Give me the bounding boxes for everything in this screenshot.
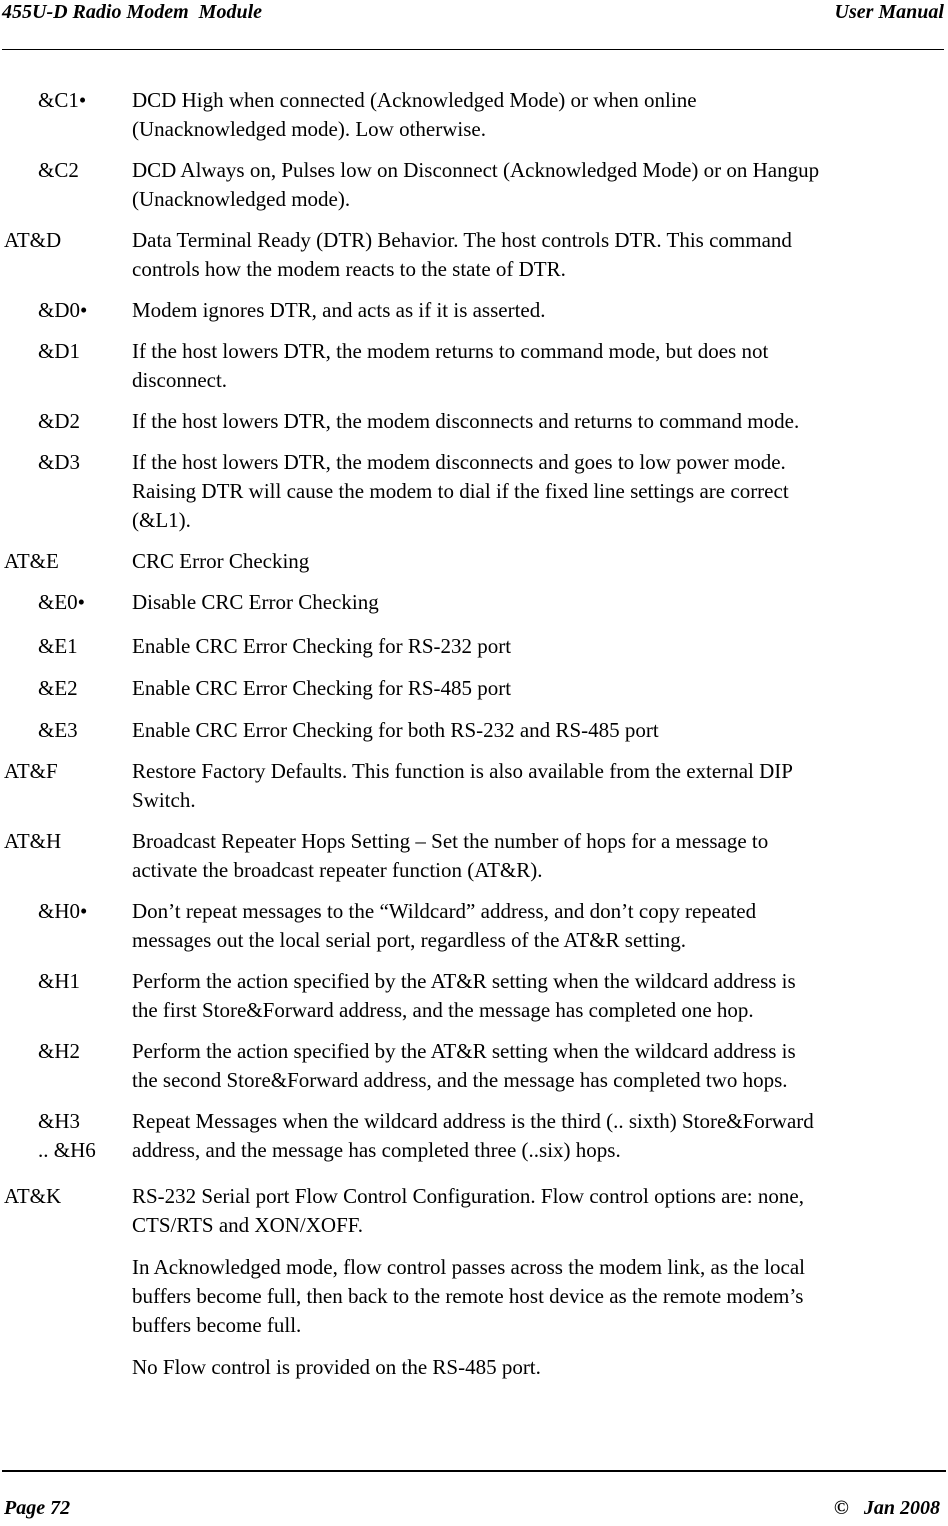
description-line: Disable CRC Error Checking <box>132 590 379 614</box>
description-line: Perform the action specified by the AT&R setting when the wildcard address is <box>132 1039 796 1063</box>
description-paragraph <box>132 1107 948 1165</box>
command-name <box>4 226 61 255</box>
option-code <box>38 716 78 745</box>
description-line: (Unacknowledged mode). <box>132 187 351 211</box>
option-code <box>38 967 80 996</box>
option-code <box>38 897 87 926</box>
command-entry <box>0 547 948 576</box>
description-paragraph <box>132 716 948 745</box>
description-line: Broadcast Repeater Hops Setting – Set the number of hops for a message to <box>132 829 769 853</box>
label-text: &E3 <box>38 718 78 742</box>
description-paragraph <box>132 1037 948 1095</box>
description-line: the first Store&Forward address, and the message has completed one hop. <box>132 998 754 1022</box>
description <box>132 674 948 703</box>
option-code <box>38 588 85 617</box>
description-line: If the host lowers DTR, the modem returns to command mode, but does not <box>132 339 769 363</box>
description-paragraph <box>132 1253 948 1340</box>
label-text: &E2 <box>38 676 78 700</box>
command-name <box>4 757 58 786</box>
description <box>132 1107 948 1165</box>
description-paragraph <box>132 226 948 284</box>
command-entry <box>0 827 948 885</box>
option-code <box>38 337 80 366</box>
description <box>132 296 948 325</box>
description-line: Perform the action specified by the AT&R setting when the wildcard address is <box>132 969 796 993</box>
label-text: AT&K <box>4 1184 62 1208</box>
command-entry <box>0 1182 948 1382</box>
description-line: Repeat Messages when the wildcard address is the third (.. sixth) Store&Forward <box>132 1109 814 1133</box>
description-paragraph <box>132 967 948 1025</box>
description-line: (Unacknowledged mode). Low otherwise. <box>132 117 486 141</box>
option-entry <box>0 86 948 144</box>
description-paragraph <box>132 897 948 955</box>
description-line: DCD High when connected (Acknowledged Mode) or when online <box>132 88 697 112</box>
option-entry <box>0 448 948 535</box>
command-entry <box>0 226 948 284</box>
description-line: Raising DTR will cause the modem to dial if the fixed line settings are correct <box>132 479 789 503</box>
description-paragraph <box>132 674 948 703</box>
label-text: &C1• <box>38 88 87 112</box>
description-paragraph <box>132 1353 948 1382</box>
label-text: &E1 <box>38 634 78 658</box>
description-line: No Flow control is provided on the RS-485 port. <box>132 1355 541 1379</box>
option-entry <box>0 674 948 703</box>
description-line: RS-232 Serial port Flow Control Configuration. Flow control options are: none, <box>132 1184 804 1208</box>
description-line: Restore Factory Defaults. This function is also available from the external DIP <box>132 759 793 783</box>
page-number: Page 72 <box>4 1497 71 1519</box>
option-code <box>38 407 80 436</box>
label-text: AT&D <box>4 228 62 252</box>
description <box>132 86 948 144</box>
option-entry <box>0 1037 948 1095</box>
description <box>132 407 948 436</box>
label-text: &E0• <box>38 590 86 614</box>
description-paragraph <box>132 296 948 325</box>
description-line: activate the broadcast repeater function (AT&R). <box>132 858 543 882</box>
description-line: Switch. <box>132 788 196 812</box>
option-entry <box>0 967 948 1025</box>
description-paragraph <box>132 1182 948 1240</box>
description <box>132 1182 948 1382</box>
description-line: controls how the modem reacts to the state of DTR. <box>132 257 566 281</box>
option-code <box>38 1107 96 1165</box>
page-header <box>2 0 944 50</box>
label-text: AT&F <box>4 759 58 783</box>
option-code <box>38 674 78 703</box>
description-paragraph <box>132 547 948 576</box>
option-code <box>38 632 78 661</box>
label-text: &D0• <box>38 298 88 322</box>
description-paragraph <box>132 827 948 885</box>
option-code <box>38 296 87 325</box>
description-line: CTS/RTS and XON/XOFF. <box>132 1213 364 1237</box>
label-text: &H1 <box>38 969 80 993</box>
command-entry <box>0 757 948 815</box>
description <box>132 588 948 617</box>
description-paragraph <box>132 588 948 617</box>
description-line: buffers become full, then back to the remote host device as the remote modem’s <box>132 1284 804 1308</box>
description-line: If the host lowers DTR, the modem disconnects and returns to command mode. <box>132 409 800 433</box>
option-code <box>38 1037 80 1066</box>
description-line: address, and the message has completed three (..six) hops. <box>132 1138 621 1162</box>
option-entry <box>0 897 948 955</box>
description-line: disconnect. <box>132 368 228 392</box>
description-paragraph <box>132 86 948 144</box>
description-paragraph <box>132 448 948 535</box>
description-line: Enable CRC Error Checking for RS-232 port <box>132 634 512 658</box>
option-entry <box>0 1107 948 1165</box>
label-text: AT&H <box>4 829 62 853</box>
description-line: If the host lowers DTR, the modem disconnects and goes to low power mode. <box>132 450 786 474</box>
option-entry <box>0 337 948 395</box>
description-line: Don’t repeat messages to the “Wildcard” address, and don’t copy repeated <box>132 899 757 923</box>
description-line: In Acknowledged mode, flow control passes across the modem link, as the local <box>132 1255 806 1279</box>
description-paragraph <box>132 156 948 214</box>
description-line: Modem ignores DTR, and acts as if it is asserted. <box>132 298 546 322</box>
option-entry <box>0 156 948 214</box>
description-paragraph <box>132 407 948 436</box>
command-name <box>4 1182 61 1211</box>
description-line: buffers become full. <box>132 1313 302 1337</box>
description-line: Enable CRC Error Checking for RS-485 port <box>132 676 512 700</box>
description-line: messages out the local serial port, regardless of the AT&R setting. <box>132 928 687 952</box>
copyright-date: © Jan 2008 <box>833 1497 940 1519</box>
label-text: &H0• <box>38 899 88 923</box>
document-title: 455U-D Radio Modem Module <box>2 1 262 23</box>
description-line: Data Terminal Ready (DTR) Behavior. The host controls DTR. This command <box>132 228 792 252</box>
command-name <box>4 547 59 576</box>
option-code <box>38 448 80 477</box>
footer-rule <box>2 1470 946 1472</box>
description-line: DCD Always on, Pulses low on Disconnect (Acknowledged Mode) or on Hangup <box>132 158 820 182</box>
description-paragraph <box>132 337 948 395</box>
description <box>132 1037 948 1095</box>
label-text: &D2 <box>38 409 80 433</box>
description <box>132 226 948 284</box>
command-list <box>0 86 948 1382</box>
label-text: &D3 <box>38 450 80 474</box>
label-text-range: .. &H6 <box>38 1138 96 1162</box>
option-entry <box>0 588 948 617</box>
description-line: (&L1). <box>132 508 191 532</box>
option-code <box>38 86 86 115</box>
description <box>132 156 948 214</box>
description <box>132 897 948 955</box>
label-text: &H2 <box>38 1039 80 1063</box>
description <box>132 967 948 1025</box>
description-line: the second Store&Forward address, and the message has completed two hops. <box>132 1068 788 1092</box>
manual-label: User Manual <box>834 1 944 23</box>
description <box>132 827 948 885</box>
description <box>132 716 948 745</box>
description-paragraph <box>132 757 948 815</box>
label-text: &H3 <box>38 1109 80 1133</box>
description <box>132 632 948 661</box>
option-entry <box>0 716 948 745</box>
option-code <box>38 156 79 185</box>
option-entry <box>0 296 948 325</box>
label-text: &D1 <box>38 339 80 363</box>
description <box>132 337 948 395</box>
label-text: AT&E <box>4 549 59 573</box>
option-entry <box>0 632 948 661</box>
label-text: &C2 <box>38 158 79 182</box>
description-line: CRC Error Checking <box>132 549 310 573</box>
command-name <box>4 827 61 856</box>
description-paragraph <box>132 632 948 661</box>
description <box>132 448 948 535</box>
option-entry <box>0 407 948 436</box>
description <box>132 547 948 576</box>
description-line: Enable CRC Error Checking for both RS-232 and RS-485 port <box>132 718 659 742</box>
description <box>132 757 948 815</box>
